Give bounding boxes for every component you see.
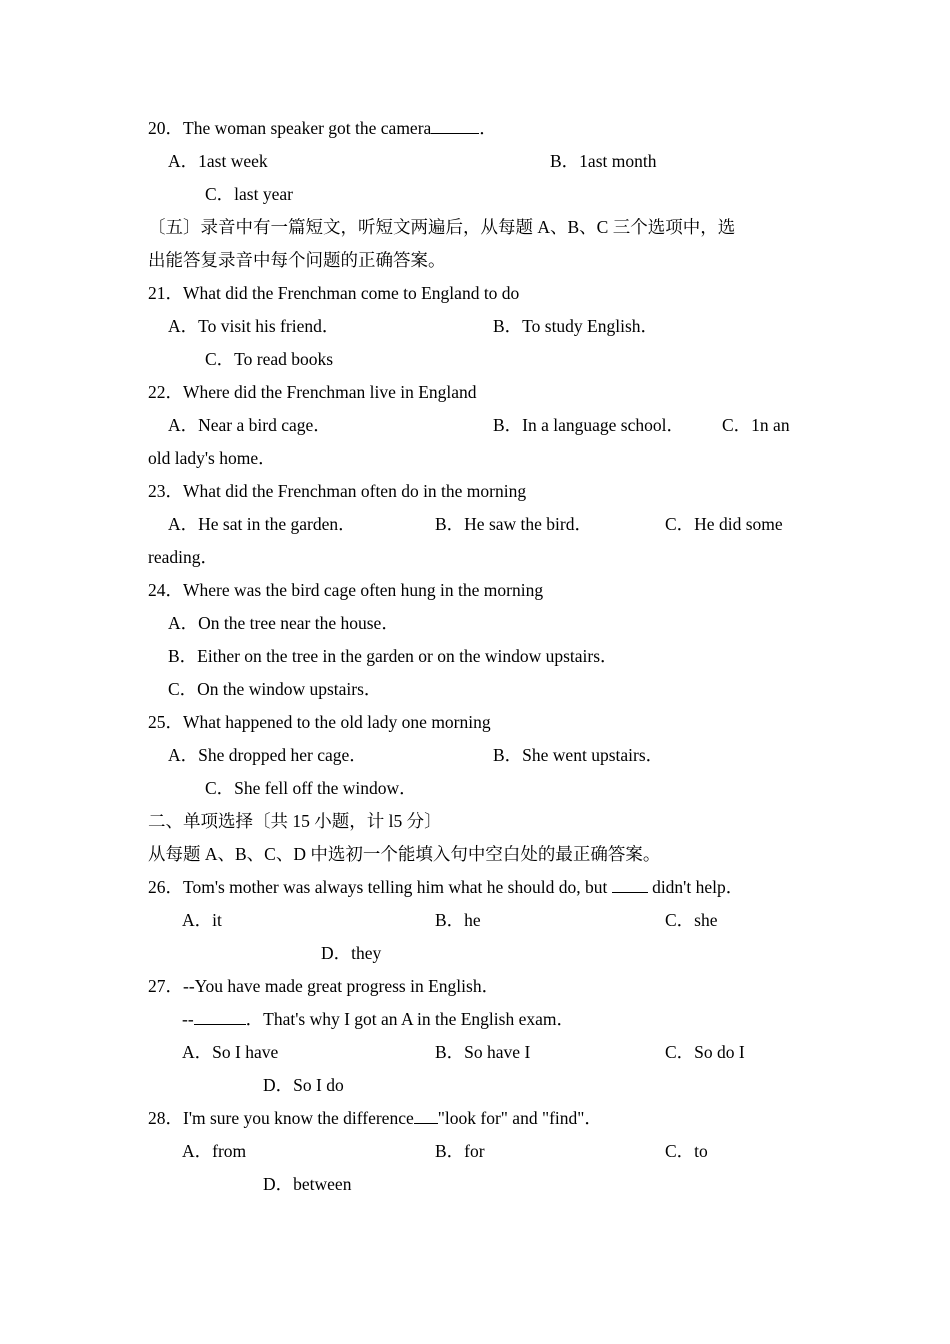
option-27-b: B．So have I xyxy=(435,1042,531,1062)
option-20-b: B．1ast month xyxy=(550,151,657,171)
question-26 xyxy=(148,876,743,898)
option-22-b: B．In a language school． xyxy=(493,415,684,435)
option-27-c: C．So do I xyxy=(665,1042,745,1062)
option-22-c: C．1n an xyxy=(722,415,790,435)
question-25: 25．What happened to the old lady one morning xyxy=(148,712,491,732)
answer-blank xyxy=(431,118,479,134)
question-27-reply xyxy=(182,1008,574,1030)
option-24-a: A．On the tree near the house． xyxy=(168,613,399,633)
section-two-title: 二、单项选择〔共 15 小题，计 l5 分〕 xyxy=(148,811,442,831)
option-23-c-cont: reading． xyxy=(148,547,218,567)
question-20-end: ． xyxy=(479,118,497,138)
question-22: 22．Where did the Frenchman live in England xyxy=(148,382,477,402)
option-28-c: C．to xyxy=(665,1141,708,1161)
option-20-c: C．last year xyxy=(205,184,293,204)
question-23: 23．What did the Frenchman often do in the morning xyxy=(148,481,527,501)
option-26-a: A．it xyxy=(182,910,222,930)
question-20 xyxy=(148,117,497,139)
option-25-c: C．She fell off the window． xyxy=(205,778,417,798)
question-20-stem: 20．The woman speaker got the camera xyxy=(148,118,432,138)
question-26-stem: 26．Tom's mother was always telling him what he should do, but xyxy=(148,877,612,897)
option-27-a: A．So I have xyxy=(182,1042,279,1062)
answer-blank xyxy=(194,1009,246,1025)
option-20-a: A．1ast week xyxy=(168,151,268,171)
answer-blank xyxy=(414,1108,438,1124)
section-two-instruction: 从每题 A、B、C、D 中选初一个能填入句中空白处的最正确答案。 xyxy=(148,844,661,864)
answer-blank xyxy=(612,877,648,893)
question-27-reply-end: ．That's why I got an A in the English exam． xyxy=(245,1009,574,1029)
question-21: 21．What did the Frenchman come to England to do xyxy=(148,283,520,303)
question-27: 27．--You have made great progress in English． xyxy=(148,976,500,996)
option-24-b: B．Either on the tree in the garden or on the window upstairs． xyxy=(168,646,618,666)
option-26-b: B．he xyxy=(435,910,481,930)
option-22-a: A．Near a bird cage． xyxy=(168,415,331,435)
question-28-stem: 28．I'm sure you know the difference xyxy=(148,1108,414,1128)
question-28-end: "look for" and "find"． xyxy=(437,1108,602,1128)
option-25-b: B．She went upstairs． xyxy=(493,745,664,765)
section-five-instruction-cont: 出能答复录音中每个问题的正确答案。 xyxy=(148,250,446,270)
option-21-a: A．To visit his friend． xyxy=(168,316,340,336)
section-five-instruction: 〔五〕录音中有一篇短文，听短文两遍后，从每题 A、B、C 三个选项中，选 xyxy=(148,217,736,237)
option-28-d: D．between xyxy=(263,1174,352,1194)
option-22-c-cont: old lady's home． xyxy=(148,448,276,468)
option-26-d: D．they xyxy=(321,943,382,963)
option-25-a: A．She dropped her cage． xyxy=(168,745,367,765)
option-24-c: C．On the window upstairs． xyxy=(168,679,382,699)
option-21-b: B．To study English． xyxy=(493,316,659,336)
option-21-c: C．To read books xyxy=(205,349,334,369)
question-28 xyxy=(148,1107,602,1129)
option-26-c: C．she xyxy=(665,910,718,930)
option-23-a: A．He sat in the garden． xyxy=(168,514,356,534)
question-26-end: didn't help． xyxy=(647,877,744,897)
option-23-c: C．He did some xyxy=(665,514,783,534)
option-28-a: A．from xyxy=(182,1141,247,1161)
option-28-b: B．for xyxy=(435,1141,485,1161)
question-27-reply-start: -- xyxy=(182,1009,194,1029)
option-27-d: D．So I do xyxy=(263,1075,344,1095)
option-23-b: B．He saw the bird． xyxy=(435,514,592,534)
question-24: 24．Where was the bird cage often hung in the morning xyxy=(148,580,544,600)
